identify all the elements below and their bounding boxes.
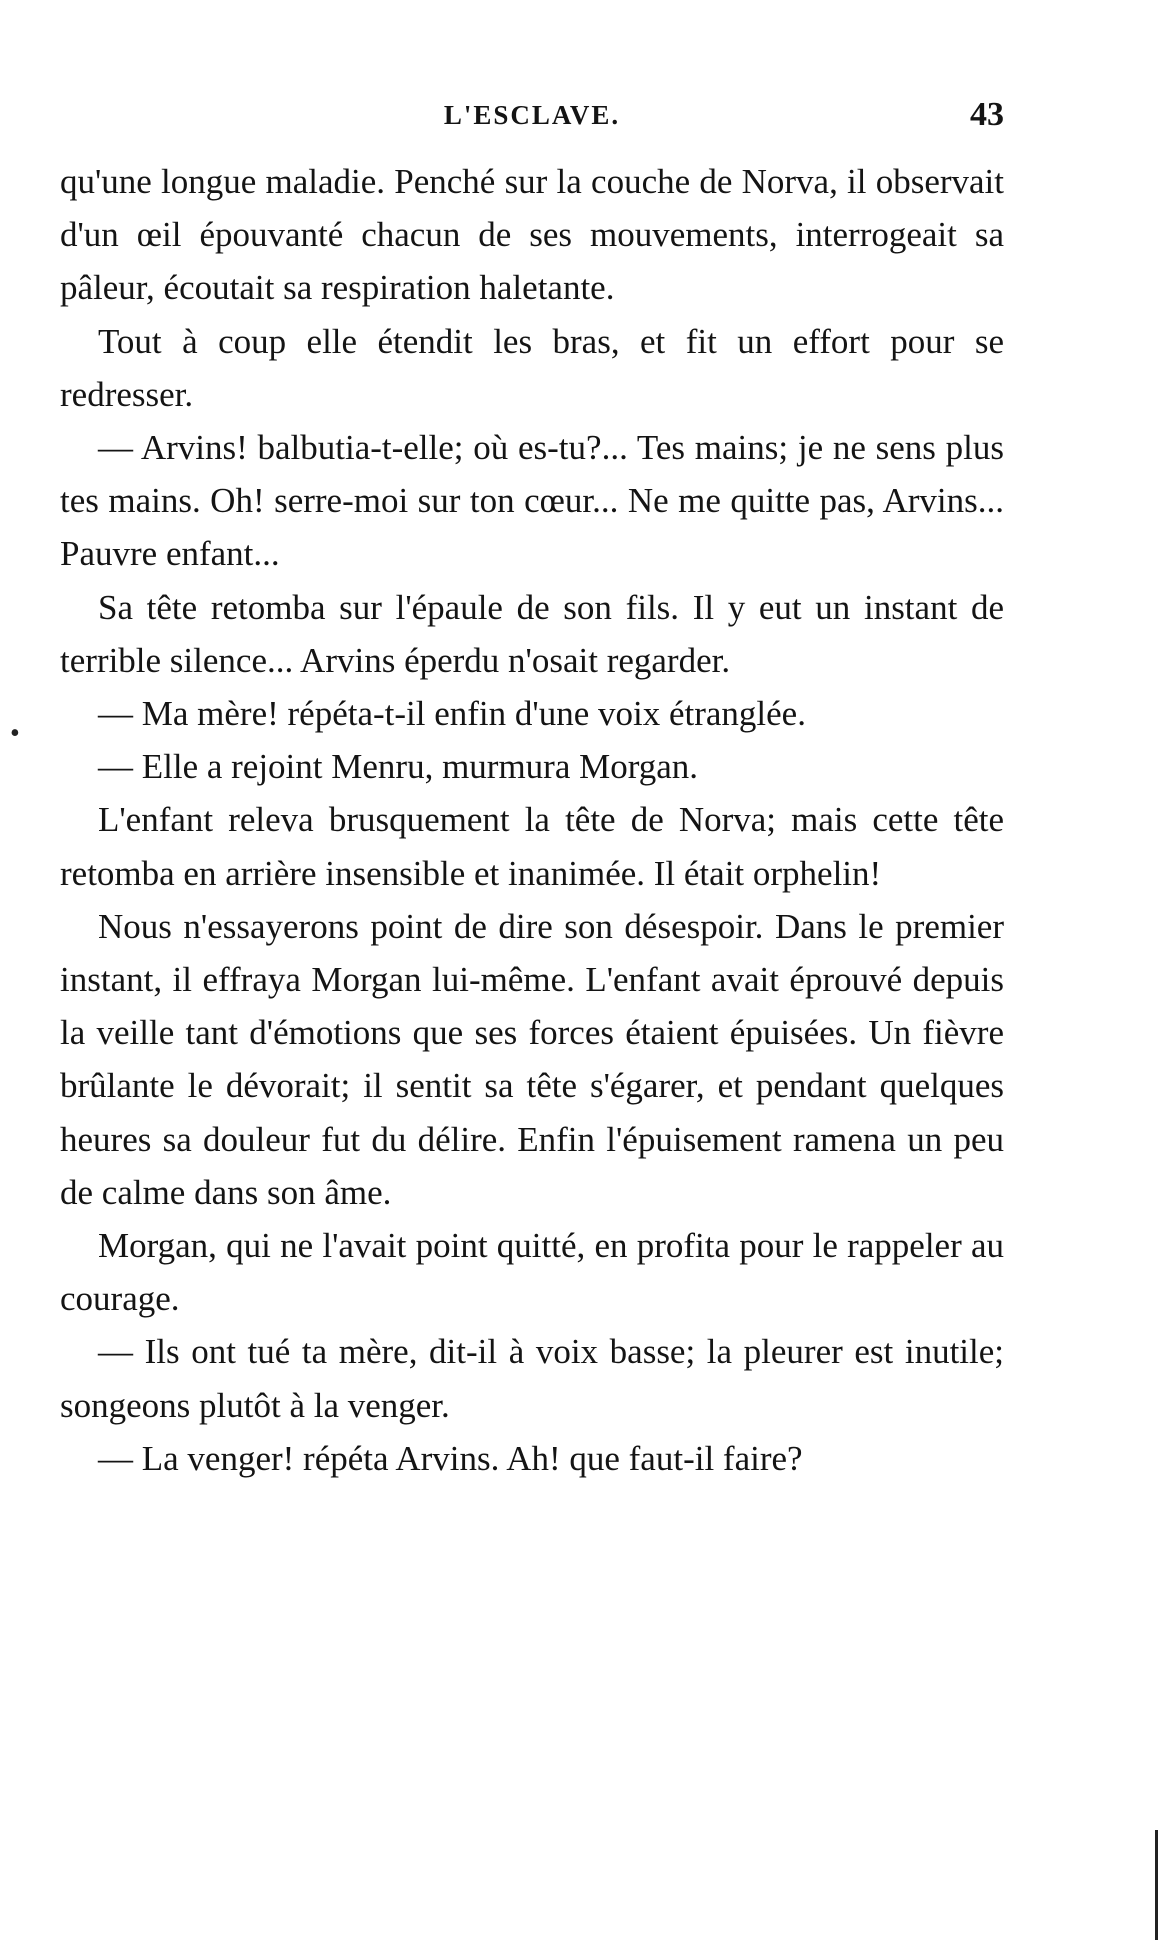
- paragraph: — La venger! répéta Arvins. Ah! que faut-il faire?: [98, 1438, 803, 1478]
- paragraph: qu'une longue maladie. Penché sur la couche de Norva, il observait d'un œil épouvanté chacun de ses mouvements, interrogeait sa pâleur, écoutait sa respiration haletante.: [60, 162, 1004, 308]
- paragraph: — Ils ont tué ta mère, dit-il à voix basse; la pleurer est inutile; songeons plutôt à la venger.: [60, 1332, 1004, 1425]
- paragraph: — Ma mère! répéta-t-il enfin d'une voix étranglée.: [98, 694, 806, 734]
- scan-speck: •: [10, 718, 20, 749]
- paragraph: L'enfant releva brusquement la tête de Norva; mais cette tête retomba en arrière insensible et inanimée. Il était orphelin!: [60, 800, 1004, 893]
- paragraph: Nous n'essayerons point de dire son désespoir. Dans le premier instant, il effraya Morgan lui-même. L'enfant avait éprouvé depuis la veille tant d'émotions que ses forces étaient épuisées. Un fièvre brûlante le dévorait; il sentit sa tête s'égarer, et pendant quelques heures sa douleur fut du délire. Enfin l'épuisement ramena un peu de calme dans son âme.: [60, 906, 1004, 1212]
- paragraph: — Elle a rejoint Menru, murmura Morgan.: [98, 747, 699, 787]
- scan-edge-mark: [1155, 1830, 1158, 1940]
- running-title: L'ESCLAVE.: [443, 100, 621, 130]
- paragraph: Sa tête retomba sur l'épaule de son fils. Il y eut un instant de terrible silence... Arvins éperdu n'osait regarder.: [60, 587, 1004, 680]
- paragraph: — Arvins! balbutia-t-elle; où es-tu?... Tes mains; je ne sens plus tes mains. Oh! serre-moi sur ton cœur... Ne me quitte pas, Arvins... Pauvre enfant...: [60, 428, 1004, 574]
- page-number: 43: [970, 96, 1004, 133]
- paragraph: Morgan, qui ne l'avait point quitté, en profita pour le rappeler au courage.: [60, 1226, 1004, 1319]
- running-head: [60, 96, 1004, 140]
- paragraph: Tout à coup elle étendit les bras, et fit un effort pour se redresser.: [60, 321, 1004, 414]
- body-text: [60, 155, 1004, 1485]
